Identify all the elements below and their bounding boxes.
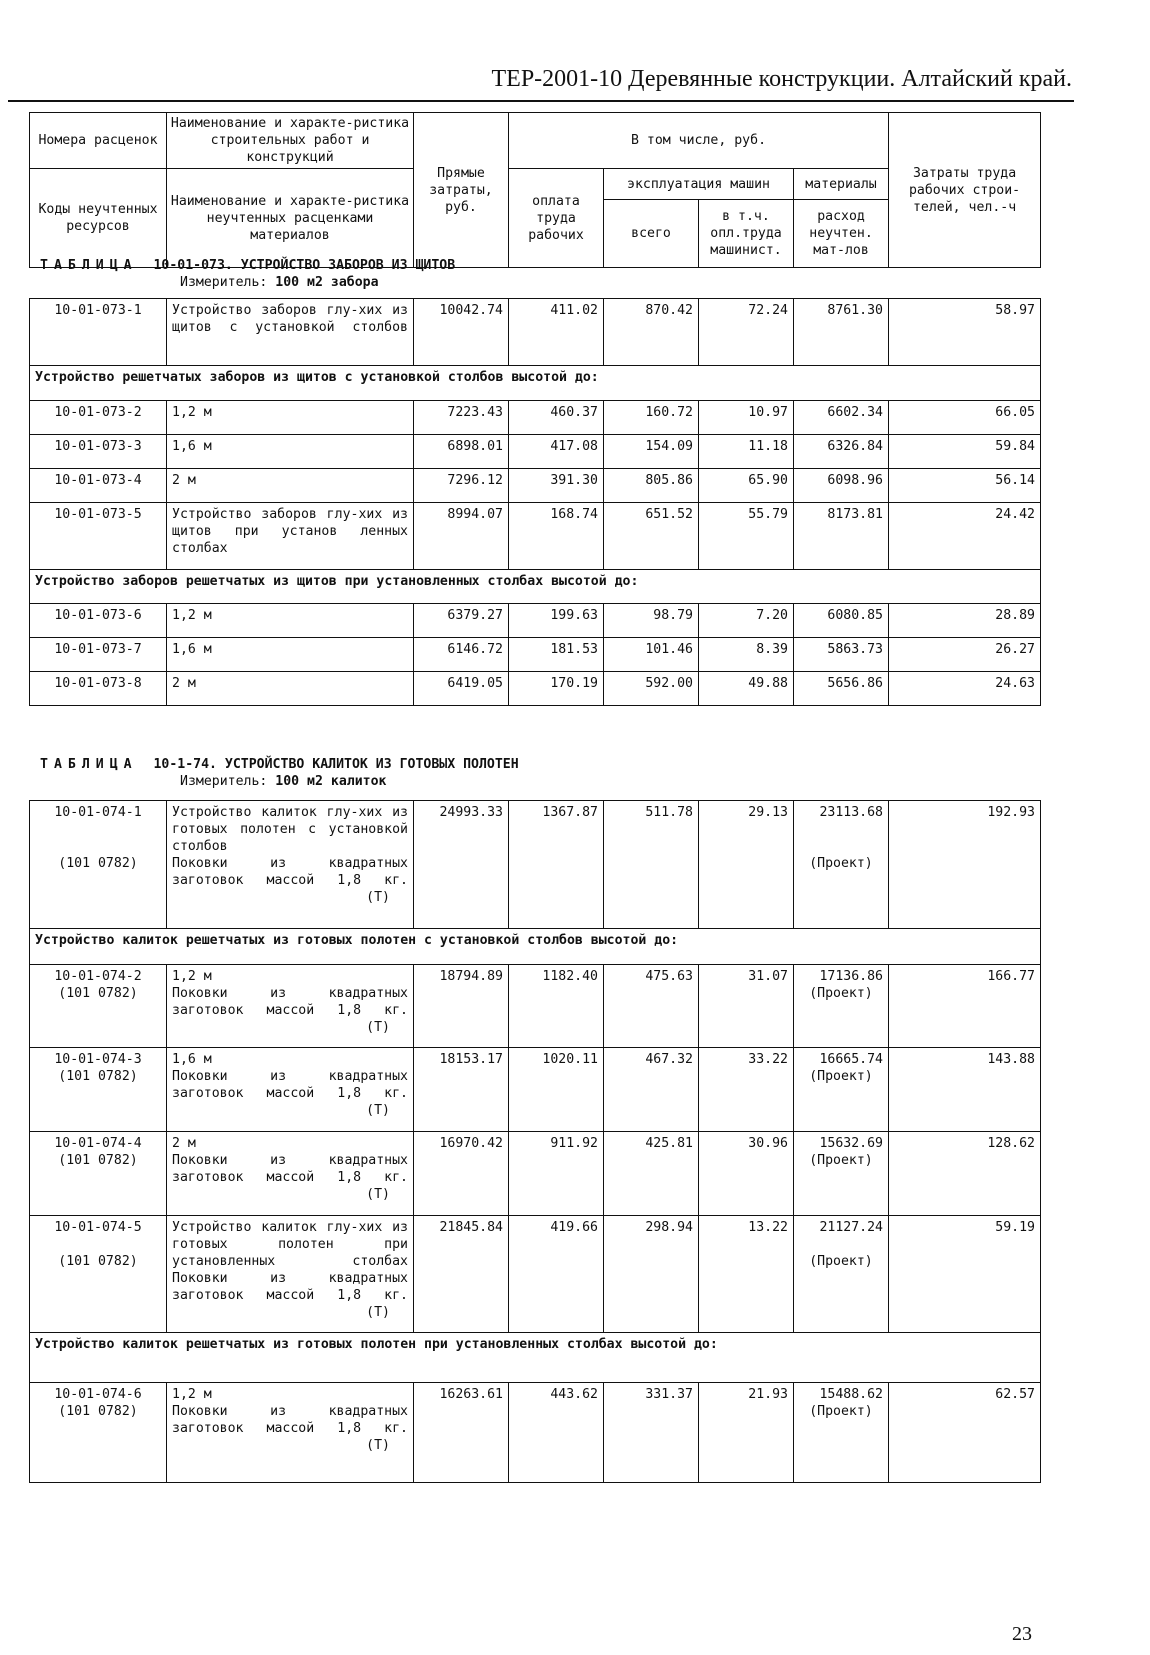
rate-code: 10-01-073-8 bbox=[30, 672, 167, 706]
rate-code: 10-01-073-3 bbox=[30, 435, 167, 469]
machines-total: 331.37 bbox=[604, 1383, 699, 1483]
rate-code: 10-01-074-5 bbox=[54, 1220, 142, 1235]
resource-name: Поковки из квадратных заготовок массой 1,8 кг. bbox=[172, 1404, 408, 1436]
machines-total: 154.09 bbox=[604, 435, 699, 469]
labor-hours: 143.88 bbox=[889, 1048, 1041, 1132]
direct-costs: 6898.01 bbox=[414, 435, 509, 469]
table-10-01-073 bbox=[29, 298, 1041, 706]
header-machines: эксплуатация машин bbox=[604, 169, 794, 200]
machinist-pay: 13.22 bbox=[699, 1216, 794, 1333]
rate-code: 10-01-073-6 bbox=[30, 604, 167, 638]
machinist-pay: 7.20 bbox=[699, 604, 794, 638]
direct-costs: 24993.33 bbox=[414, 801, 509, 929]
table-title: 10-1-74. УСТРОЙСТВО КАЛИТОК ИЗ ГОТОВЫХ ПОЛОТЕН bbox=[153, 757, 519, 772]
machinist-pay: 8.39 bbox=[699, 638, 794, 672]
header-labor-pay: оплата труда рабочих bbox=[509, 169, 604, 268]
materials-project: (Проект) bbox=[809, 1153, 873, 1168]
materials-cell bbox=[794, 801, 889, 929]
meter-label: Измеритель: bbox=[180, 275, 268, 290]
table-row bbox=[30, 1383, 1041, 1483]
table-label: ТАБЛИЦА bbox=[40, 757, 138, 772]
meter-label: Измеритель: bbox=[180, 774, 268, 789]
work-name: 2 м bbox=[172, 1136, 196, 1151]
labor-hours: 24.42 bbox=[889, 503, 1041, 570]
rate-code: 10-01-073-1 bbox=[30, 299, 167, 366]
materials-cell bbox=[794, 1383, 889, 1483]
labor-hours: 66.05 bbox=[889, 401, 1041, 435]
direct-costs: 16263.61 bbox=[414, 1383, 509, 1483]
header-material-name: Наименование и характе-ристика неучтенных расценками материалов bbox=[167, 169, 414, 268]
materials: 5863.73 bbox=[794, 638, 889, 672]
resource-unit: (Т) bbox=[366, 1438, 390, 1453]
table-caption bbox=[40, 756, 519, 773]
labor-pay: 391.30 bbox=[509, 469, 604, 503]
work-name-cell bbox=[167, 801, 414, 929]
subheader: Устройство решетчатых заборов из щитов с установкой столбов высотой до: bbox=[30, 366, 1041, 401]
resource-unit: (Т) bbox=[366, 1020, 390, 1035]
labor-hours: 58.97 bbox=[889, 299, 1041, 366]
header-labor-costs: Затраты труда рабочих строи-телей, чел.-ч bbox=[889, 113, 1041, 268]
table-caption bbox=[40, 257, 455, 274]
work-name-cell bbox=[167, 1383, 414, 1483]
meter-value: 100 м2 забора bbox=[275, 275, 379, 290]
work-name: Устройство заборов глу-хих из щитов при установ ленных столбах bbox=[167, 503, 414, 570]
materials-cell bbox=[794, 1216, 889, 1333]
rate-code-cell bbox=[30, 1383, 167, 1483]
header-codes: Номера расценок bbox=[30, 113, 167, 169]
subheader-row bbox=[30, 366, 1041, 401]
labor-hours: 62.57 bbox=[889, 1383, 1041, 1483]
resource-name: Поковки из квадратных заготовок массой 1,8 кг. bbox=[172, 1153, 408, 1185]
labor-pay: 419.66 bbox=[509, 1216, 604, 1333]
rate-code: 10-01-074-2 bbox=[54, 969, 142, 984]
resource-unit: (Т) bbox=[366, 1187, 390, 1202]
machines-total: 425.81 bbox=[604, 1132, 699, 1216]
rate-code-cell bbox=[30, 965, 167, 1048]
labor-pay: 411.02 bbox=[509, 299, 604, 366]
table-meter bbox=[180, 274, 379, 291]
header-material-usage: расход неучтен. мат-лов bbox=[794, 200, 889, 268]
materials: 6602.34 bbox=[794, 401, 889, 435]
work-name: 1,2 м bbox=[167, 604, 414, 638]
work-name-cell bbox=[167, 1048, 414, 1132]
machinist-pay: 31.07 bbox=[699, 965, 794, 1048]
machinist-pay: 10.97 bbox=[699, 401, 794, 435]
work-name-cell bbox=[167, 1216, 414, 1333]
materials-project: (Проект) bbox=[809, 856, 873, 871]
subheader: Устройство калиток решетчатых из готовых полотен с установкой столбов высотой до: bbox=[30, 929, 1041, 965]
rate-code: 10-01-073-2 bbox=[30, 401, 167, 435]
materials-project: (Проект) bbox=[809, 1404, 873, 1419]
table-row bbox=[30, 1132, 1041, 1216]
machines-total: 651.52 bbox=[604, 503, 699, 570]
machinist-pay: 21.93 bbox=[699, 1383, 794, 1483]
direct-costs: 7223.43 bbox=[414, 401, 509, 435]
work-name: 2 м bbox=[167, 672, 414, 706]
machinist-pay: 33.22 bbox=[699, 1048, 794, 1132]
labor-pay: 417.08 bbox=[509, 435, 604, 469]
resource-unit: (Т) bbox=[366, 1103, 390, 1118]
direct-costs: 18153.17 bbox=[414, 1048, 509, 1132]
rate-code: 10-01-073-4 bbox=[30, 469, 167, 503]
table-row bbox=[30, 1216, 1041, 1333]
labor-hours: 28.89 bbox=[889, 604, 1041, 638]
direct-costs: 7296.12 bbox=[414, 469, 509, 503]
table-row bbox=[30, 401, 1041, 435]
table-row bbox=[30, 965, 1041, 1048]
work-name: 1,2 м bbox=[172, 969, 212, 984]
resource-unit: (Т) bbox=[366, 1305, 390, 1320]
subheader: Устройство заборов решетчатых из щитов при установленных столбах высотой до: bbox=[30, 570, 1041, 604]
running-head: ТЕР-2001-10 Деревянные конструкции. Алтайский край. bbox=[491, 66, 1072, 92]
machines-total: 101.46 bbox=[604, 638, 699, 672]
resource-name: Поковки из квадратных заготовок массой 1,8 кг. bbox=[172, 856, 408, 888]
resource-unit: (Т) bbox=[366, 890, 390, 905]
materials: 17136.86 bbox=[819, 969, 883, 984]
work-name: 1,6 м bbox=[167, 435, 414, 469]
machinist-pay: 29.13 bbox=[699, 801, 794, 929]
materials-cell bbox=[794, 1132, 889, 1216]
resource-name: Поковки из квадратных заготовок массой 1,8 кг. bbox=[172, 1271, 408, 1303]
work-name: 2 м bbox=[167, 469, 414, 503]
subheader-row bbox=[30, 570, 1041, 604]
table-row bbox=[30, 801, 1041, 929]
work-name-cell bbox=[167, 1132, 414, 1216]
work-name: Устройство заборов глу-хих из щитов с установкой столбов bbox=[167, 299, 414, 366]
resource-code: (101 0782) bbox=[58, 1254, 138, 1269]
header-rule bbox=[8, 100, 1074, 102]
table-row bbox=[30, 638, 1041, 672]
resource-code: (101 0782) bbox=[58, 1153, 138, 1168]
materials: 6080.85 bbox=[794, 604, 889, 638]
direct-costs: 8994.07 bbox=[414, 503, 509, 570]
work-name: 1,6 м bbox=[172, 1052, 212, 1067]
resource-code: (101 0782) bbox=[58, 986, 138, 1001]
machinist-pay: 65.90 bbox=[699, 469, 794, 503]
machinist-pay: 72.24 bbox=[699, 299, 794, 366]
resource-code: (101 0782) bbox=[58, 1404, 138, 1419]
materials: 21127.24 bbox=[819, 1220, 883, 1235]
machinist-pay: 11.18 bbox=[699, 435, 794, 469]
materials: 8173.81 bbox=[794, 503, 889, 570]
machines-total: 870.42 bbox=[604, 299, 699, 366]
table-label: ТАБЛИЦА bbox=[40, 258, 138, 273]
direct-costs: 6419.05 bbox=[414, 672, 509, 706]
rate-code: 10-01-073-5 bbox=[30, 503, 167, 570]
header-including: В том числе, руб. bbox=[509, 113, 889, 169]
materials-cell bbox=[794, 1048, 889, 1132]
column-header-table bbox=[29, 112, 1041, 268]
machines-total: 298.94 bbox=[604, 1216, 699, 1333]
machines-total: 475.63 bbox=[604, 965, 699, 1048]
table-row bbox=[30, 435, 1041, 469]
page-number: 23 bbox=[1012, 1623, 1032, 1645]
subheader-row bbox=[30, 1333, 1041, 1383]
machines-total: 160.72 bbox=[604, 401, 699, 435]
labor-hours: 24.63 bbox=[889, 672, 1041, 706]
table-row bbox=[30, 672, 1041, 706]
rate-code: 10-01-074-4 bbox=[54, 1136, 142, 1151]
labor-pay: 1020.11 bbox=[509, 1048, 604, 1132]
rate-code: 10-01-073-7 bbox=[30, 638, 167, 672]
machines-total: 592.00 bbox=[604, 672, 699, 706]
table-row bbox=[30, 604, 1041, 638]
work-name: Устройство калиток глу-хих из готовых полотен с установкой столбов bbox=[172, 805, 408, 854]
labor-hours: 56.14 bbox=[889, 469, 1041, 503]
direct-costs: 21845.84 bbox=[414, 1216, 509, 1333]
labor-hours: 59.19 bbox=[889, 1216, 1041, 1333]
labor-pay: 199.63 bbox=[509, 604, 604, 638]
resource-name: Поковки из квадратных заготовок массой 1,8 кг. bbox=[172, 1069, 408, 1101]
machines-total: 511.78 bbox=[604, 801, 699, 929]
direct-costs: 16970.42 bbox=[414, 1132, 509, 1216]
rate-code: 10-01-074-1 bbox=[54, 805, 142, 820]
machines-total: 98.79 bbox=[604, 604, 699, 638]
table-row bbox=[30, 469, 1041, 503]
labor-pay: 181.53 bbox=[509, 638, 604, 672]
header-resource-codes: Коды неучтенных ресурсов bbox=[30, 169, 167, 268]
labor-hours: 128.62 bbox=[889, 1132, 1041, 1216]
materials: 8761.30 bbox=[794, 299, 889, 366]
rate-code-cell bbox=[30, 1132, 167, 1216]
labor-pay: 168.74 bbox=[509, 503, 604, 570]
labor-hours: 192.93 bbox=[889, 801, 1041, 929]
materials: 6326.84 bbox=[794, 435, 889, 469]
header-machinist-pay: в т.ч. опл.труда машинист. bbox=[699, 200, 794, 268]
materials: 16665.74 bbox=[819, 1052, 883, 1067]
machinist-pay: 49.88 bbox=[699, 672, 794, 706]
labor-hours: 166.77 bbox=[889, 965, 1041, 1048]
materials-project: (Проект) bbox=[809, 986, 873, 1001]
table-row bbox=[30, 1048, 1041, 1132]
header-materials: материалы bbox=[794, 169, 889, 200]
materials: 5656.86 bbox=[794, 672, 889, 706]
machines-total: 805.86 bbox=[604, 469, 699, 503]
labor-pay: 1182.40 bbox=[509, 965, 604, 1048]
rate-code-cell bbox=[30, 801, 167, 929]
subheader-row bbox=[30, 929, 1041, 965]
table-row bbox=[30, 299, 1041, 366]
resource-code: (101 0782) bbox=[58, 856, 138, 871]
direct-costs: 18794.89 bbox=[414, 965, 509, 1048]
materials: 6098.96 bbox=[794, 469, 889, 503]
table-10-1-74 bbox=[29, 800, 1041, 1483]
materials-project: (Проект) bbox=[809, 1254, 873, 1269]
labor-pay: 460.37 bbox=[509, 401, 604, 435]
materials-cell bbox=[794, 965, 889, 1048]
rate-code: 10-01-074-6 bbox=[54, 1387, 142, 1402]
machines-total: 467.32 bbox=[604, 1048, 699, 1132]
direct-costs: 6146.72 bbox=[414, 638, 509, 672]
direct-costs: 10042.74 bbox=[414, 299, 509, 366]
header-direct-costs: Прямые затраты, руб. bbox=[414, 113, 509, 268]
subheader: Устройство калиток решетчатых из готовых полотен при установленных столбах высотой до: bbox=[30, 1333, 1041, 1383]
work-name: 1,6 м bbox=[167, 638, 414, 672]
rate-code-cell bbox=[30, 1216, 167, 1333]
labor-pay: 911.92 bbox=[509, 1132, 604, 1216]
direct-costs: 6379.27 bbox=[414, 604, 509, 638]
work-name: 1,2 м bbox=[167, 401, 414, 435]
machinist-pay: 55.79 bbox=[699, 503, 794, 570]
work-name: Устройство калиток глу-хих из готовых полотен при установленных столбах bbox=[172, 1220, 408, 1269]
resource-code: (101 0782) bbox=[58, 1069, 138, 1084]
header-work-name: Наименование и характе-ристика строительных работ и конструкций bbox=[167, 113, 414, 169]
materials: 15488.62 bbox=[819, 1387, 883, 1402]
labor-pay: 170.19 bbox=[509, 672, 604, 706]
header-machines-total: всего bbox=[604, 200, 699, 268]
labor-hours: 26.27 bbox=[889, 638, 1041, 672]
materials-project: (Проект) bbox=[809, 1069, 873, 1084]
materials: 15632.69 bbox=[819, 1136, 883, 1151]
rate-code-cell bbox=[30, 1048, 167, 1132]
table-meter bbox=[180, 773, 386, 790]
work-name-cell bbox=[167, 965, 414, 1048]
materials: 23113.68 bbox=[819, 805, 883, 820]
meter-value: 100 м2 калиток bbox=[275, 774, 387, 789]
labor-pay: 443.62 bbox=[509, 1383, 604, 1483]
table-row bbox=[30, 503, 1041, 570]
table-title: 10-01-073. УСТРОЙСТВО ЗАБОРОВ ИЗ ЩИТОВ bbox=[153, 258, 456, 273]
resource-name: Поковки из квадратных заготовок массой 1,8 кг. bbox=[172, 986, 408, 1018]
machinist-pay: 30.96 bbox=[699, 1132, 794, 1216]
labor-hours: 59.84 bbox=[889, 435, 1041, 469]
rate-code: 10-01-074-3 bbox=[54, 1052, 142, 1067]
work-name: 1,2 м bbox=[172, 1387, 212, 1402]
labor-pay: 1367.87 bbox=[509, 801, 604, 929]
